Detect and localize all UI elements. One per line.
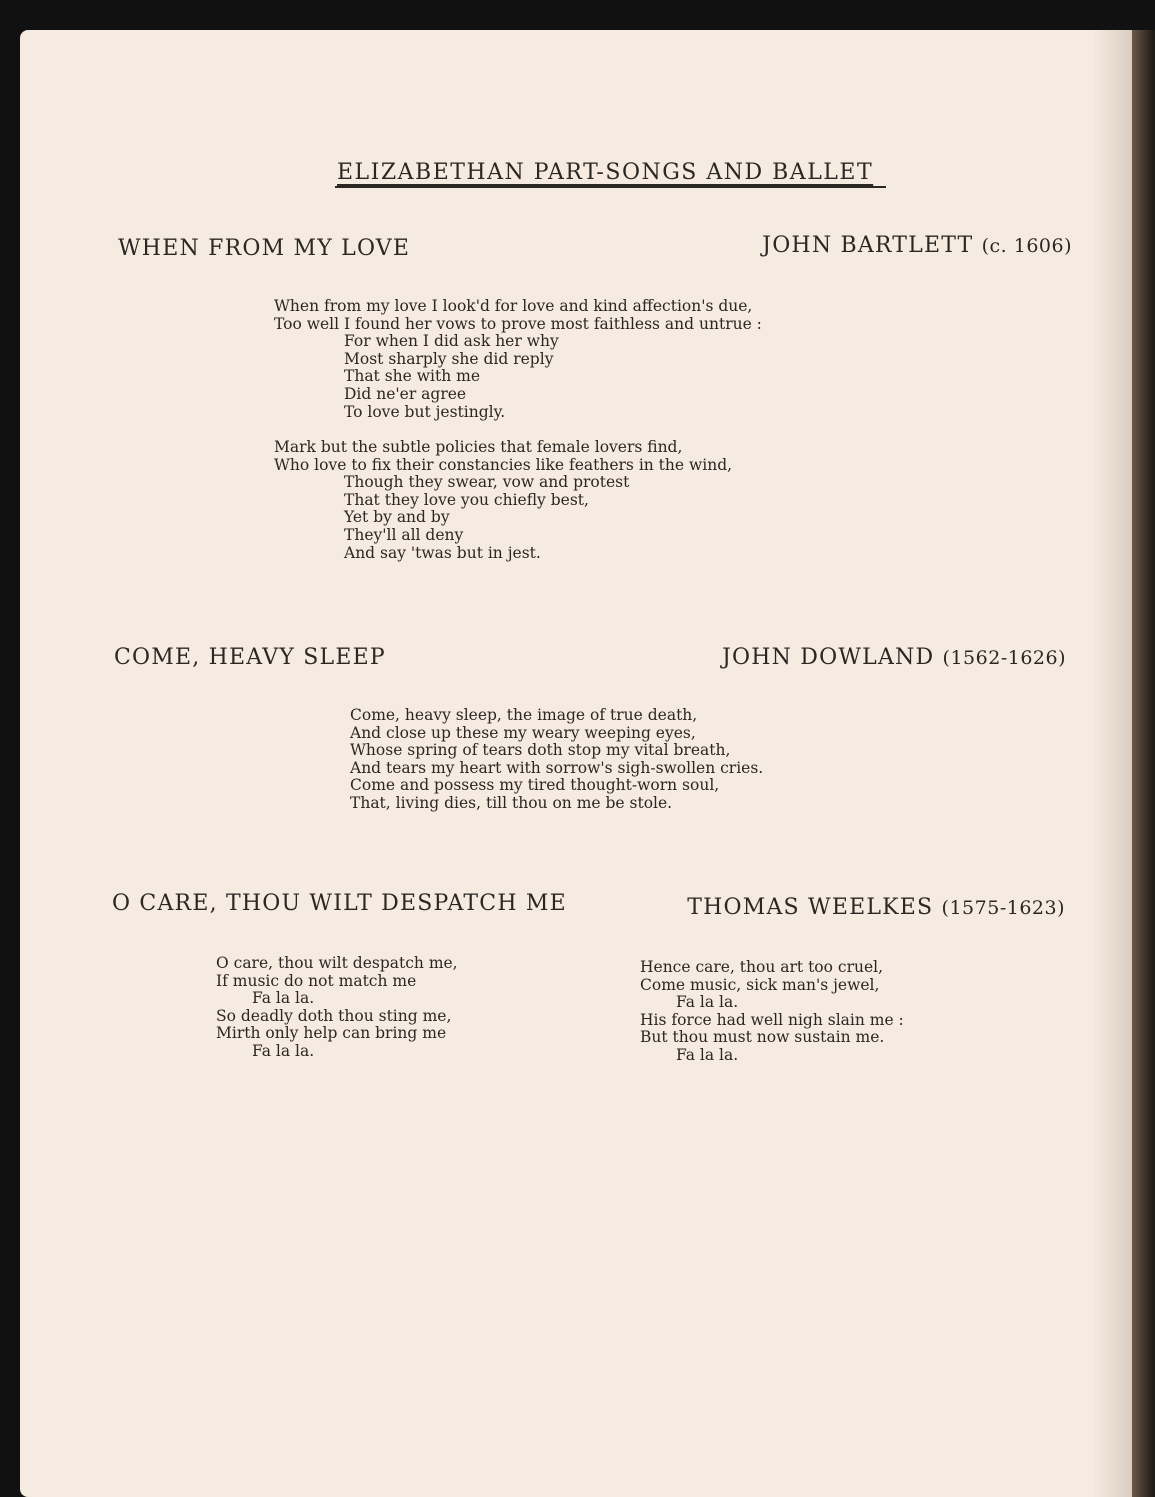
verse-line: But thou must now sustain me.	[640, 1028, 885, 1047]
song-title-come-heavy-sleep: COME, HEAVY SLEEP	[114, 645, 386, 670]
verse-line: And say 'twas but in jest.	[344, 543, 541, 562]
composer-dowland	[722, 645, 1066, 670]
verse-o-care-left	[216, 955, 458, 1061]
book-binding	[1132, 30, 1155, 1497]
composer-name: JOHN BARTLETT	[762, 233, 974, 258]
verse-line: And tears my heart with sorrow's sigh-swollen cries.	[350, 758, 764, 777]
verse-line: Mirth only help can bring me	[216, 1024, 447, 1043]
verse-come-heavy-sleep	[350, 707, 763, 813]
composer-name: THOMAS WEELKES	[687, 895, 934, 920]
title-double-rule	[335, 186, 886, 188]
verse-line: Most sharply she did reply	[344, 349, 554, 368]
verse-line: Come, heavy sleep, the image of true death,	[350, 706, 698, 724]
verse-line: Too well I found her vows to prove most faithless and untrue :	[274, 314, 762, 333]
verse-line: Mark but the subtle policies that female lovers find,	[274, 438, 683, 456]
stanza-2	[274, 439, 732, 562]
verse-line: To love but jestingly.	[344, 402, 506, 421]
verse-line: Come and possess my tired thought-worn soul,	[350, 776, 720, 795]
composer-weelkes	[687, 895, 1065, 920]
verse-line: And close up these my weary weeping eyes,	[350, 723, 696, 742]
verse-line: That she with me	[344, 367, 480, 386]
composer-dates: (1575-1623)	[941, 897, 1065, 919]
composer-bartlett	[762, 233, 1072, 258]
song-title-when-from-my-love: WHEN FROM MY LOVE	[118, 236, 411, 261]
verse-line: Did ne'er agree	[344, 384, 467, 403]
verse-line: O care, thou wilt despatch me,	[216, 954, 458, 972]
verse-line: They'll all deny	[344, 525, 464, 544]
song-title-o-care: O CARE, THOU WILT DESPATCH ME	[112, 891, 567, 916]
composer-dates: (1562-1626)	[942, 647, 1066, 669]
verse-line: Fa la la.	[676, 993, 739, 1012]
verse-line: Yet by and by	[344, 508, 450, 527]
verse-line: Fa la la.	[252, 1041, 315, 1060]
verse-line: When from my love I look'd for love and kind affection's due,	[274, 297, 753, 315]
verse-line: Come music, sick man's jewel,	[640, 975, 880, 994]
verse-line: For when I did ask her why	[344, 332, 559, 351]
verse-line: His force had well nigh slain me :	[640, 1010, 904, 1029]
verse-line: That they love you chiefly best,	[344, 490, 589, 509]
verse-o-care-right	[640, 959, 904, 1065]
page-title: ELIZABETHAN PART-SONGS AND BALLET	[337, 160, 874, 185]
verse-line: If music do not match me	[216, 971, 417, 990]
composer-dates: (c. 1606)	[981, 235, 1072, 257]
verse-line: Fa la la.	[252, 989, 315, 1008]
verse-line: Who love to fix their constancies like feathers in the wind,	[274, 455, 733, 474]
stanza-1	[274, 298, 762, 421]
verse-line: That, living dies, till thou on me be stole.	[350, 793, 673, 812]
verse-line: Fa la la.	[676, 1045, 739, 1064]
composer-name: JOHN DOWLAND	[721, 645, 935, 670]
verse-line: Whose spring of tears doth stop my vital breath,	[350, 741, 731, 760]
verse-line: So deadly doth thou sting me,	[216, 1006, 452, 1025]
verse-line: Hence care, thou art too cruel,	[640, 958, 884, 976]
program-page	[20, 30, 1132, 1497]
verse-line: Though they swear, vow and protest	[344, 473, 630, 492]
